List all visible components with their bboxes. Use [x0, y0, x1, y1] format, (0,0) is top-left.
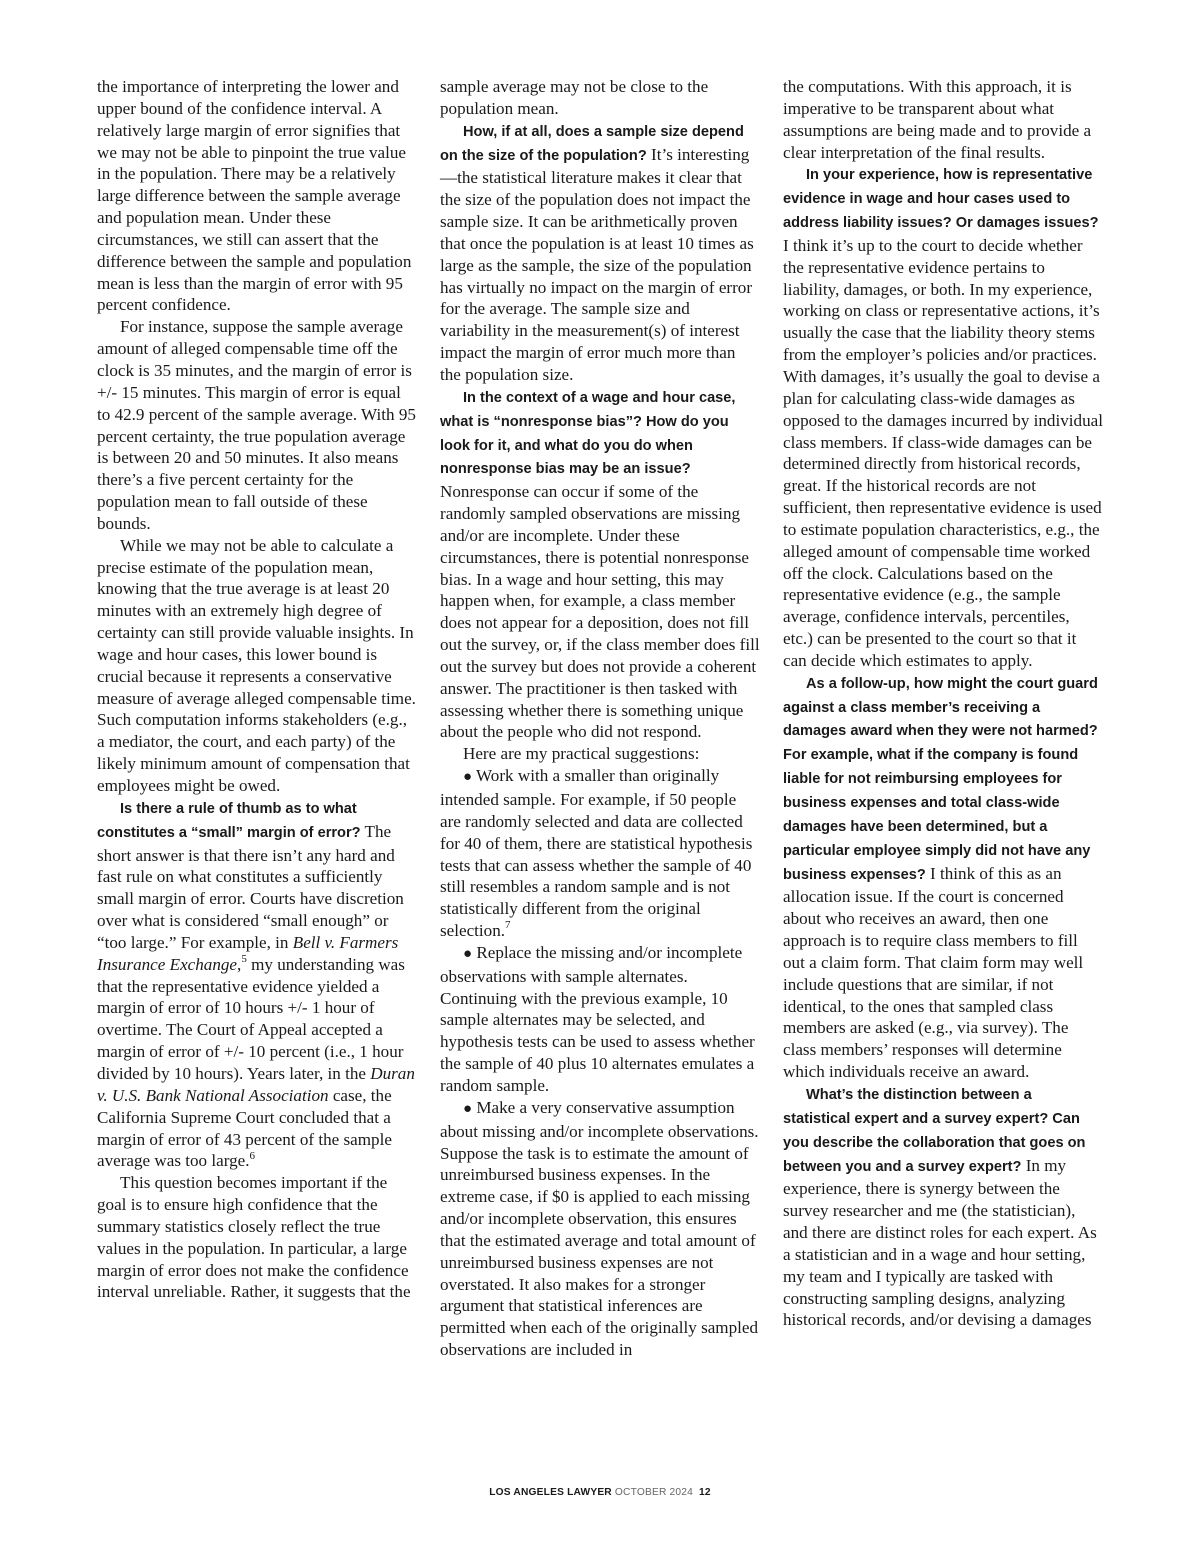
column-middle — [440, 76, 760, 1361]
paragraph: This question becomes important if the goal is to ensure high confidence that the summary statistics closely reflect the true values in the population. In particular, a large margin of error does not make the confidence interval unreliable. Rather, it suggests that the — [97, 1173, 411, 1302]
qa-paragraph — [440, 120, 760, 386]
answer-text: my understanding was that the representative evidence yielded a margin of error of 10 hours +/- 1 hour of overtime. The Court of Appeal accepted a margin of error of +/- 10 percent (i.e., 1 hour divided by 10 hours). Years later, in the — [97, 954, 405, 1083]
answer-text: It’s interesting—the statistical literature makes it clear that the size of the population does not impact the sample size. It can be arithmetically proven that once the population is at least 10 times as large as the sample, the size of the population has virtually no impact on the margin of error for the average. The sample size and variability in the measurement(s) of interest impact the margin of error much more than the population size. — [440, 144, 754, 384]
paragraph: the importance of interpreting the lower and upper bound of the confidence interval. A relatively large margin of error signifies that we may not be able to pinpoint the true value in the population. There may be a relatively large difference between the sample average and population mean. Under these circumstances, we still can assert that the difference between the sample and population mean is less than the margin of error with 95 percent confidence. — [97, 77, 412, 315]
paragraph: Here are my practical suggestions: — [463, 744, 700, 764]
footnote-ref: 6 — [249, 1149, 256, 1162]
column-right — [783, 76, 1103, 1331]
column-left — [97, 76, 417, 1303]
case-citation: Duran v. U.S. Bank National Association — [97, 1063, 415, 1105]
question-heading: Is there a rule of thumb as to what constitutes a “small” margin of error? — [97, 800, 361, 841]
page-number: 12 — [699, 1487, 711, 1498]
answer-text: I think of this as an allocation issue. If the court is concerned about who receives an award, then one approach is to require class members to fill out a claim form. That claim form may well include questions that are similar, if not identical, to the ones that sampled class members are asked (e.g., via survey). The class members’ responses will determine which individuals receive an award. — [783, 863, 1084, 1082]
qa-paragraph — [783, 672, 1103, 1083]
case-citation: Bell v. Farmers Insurance Exchange — [97, 932, 399, 974]
answer-text: The short answer is that there isn’t any hard and fast rule on what constitutes a sufficiently small margin of error. Courts have discretion over what is considered “small enough” or “too large.” For example, in — [97, 821, 404, 952]
footnote-ref: 5 — [241, 953, 247, 966]
answer-text: In my experience, there is synergy between the survey researcher and me (the statistician), and there are distinct roles for each expert. As a statistician and in a wage and hour setting, my team and I typically are tasked with constructing sampling designs, analyzing historical records, and/or devising a damages — [783, 1155, 1097, 1330]
bullet-item — [440, 1097, 760, 1361]
qa-paragraph: Is there a rule of thumb as to what constitutes a “small” margin of error? The short answer is that there isn’t any hard and fast rule on what constitutes a sufficiently small margin of error. Courts have discretion over what is considered “small enough” or “too large.” For example, in Bell v. Farmers Insurance Exchange,$^5$ my understanding was that the representative evidence yielded a margin of error of 10 hours +/- 1 hour of overtime. The Court of Appeal accepted a margin of error of +/- 10 percent (i.e., 1 hour divided by 10 hours). Years later, in the Duran v. U.S. Bank National Association case, the California Supreme Court concluded that a margin of error of 43 percent of the sample average was too large.$^6$ — [97, 800, 415, 1171]
issue-date: OCTOBER 2024 — [614, 1487, 693, 1498]
page-footer — [0, 1487, 1200, 1498]
paragraph: While we may not be able to calculate a precise estimate of the population mean, knowing that the true average is at least 20 minutes with an extremely high degree of certainty can still provide valuable insights. In wage and hour cases, this lower bound is crucial because it represents a conservative measure of average alleged compensable time. Such computation informs stakeholders (e.g., a mediator, the court, and each party) of the likely minimum amount of compensation that employees might be owed. — [97, 535, 416, 795]
paragraph: sample average may not be close to the population mean. — [440, 77, 709, 118]
qa-paragraph — [783, 1083, 1103, 1331]
bullet-icon: ● — [463, 945, 473, 962]
bullet-icon: ● — [463, 769, 473, 786]
question-heading: What’s the distinction between a statistical expert and a survey expert? Can you describe the collaboration that goes on between you and a survey expert? — [783, 1086, 1086, 1175]
footnote-ref: 7 — [505, 919, 511, 932]
question-heading: How, if at all, does a sample size depend on the size of the population? — [440, 123, 744, 164]
paragraph: the computations. With this approach, it is imperative to be transparent about what assumptions are being made and to provide a clear interpretation of the final results. — [783, 77, 1092, 162]
qa-paragraph — [440, 386, 760, 744]
qa-paragraph — [783, 163, 1103, 671]
bullet-text: Replace the missing and/or incomplete observations with sample alternates. Continuing with the previous example, 10 sample alternates may be selected, and hypothesis tests can be used to assess whether the sample of 40 plus 10 alternates emulates a random sample. — [440, 942, 755, 1095]
bullet-item — [440, 942, 760, 1097]
answer-text: Nonresponse can occur if some of the randomly sampled observations are missing and/or are incomplete. Under these circumstances, there is potential nonresponse bias. In a wage and hour setting, this may happen when, for example, a class member does not appear for a deposition, does not fill out the survey, or, if the class member does fill out the survey but does not provide a coherent answer. The practitioner is then tasked with assessing whether there is something unique about the people who did not respond. — [440, 482, 760, 742]
answer-text: case, the California Supreme Court concluded that a margin of error of 43 percent of the sample average was too large. — [97, 1085, 392, 1171]
question-heading: In the context of a wage and hour case, what is “nonresponse bias”? How do you look for it, and what do you do when nonresponse bias may be an issue? — [440, 389, 736, 478]
bullet-text: Work with a smaller than originally intended sample. For example, if 50 people are randomly selected and data are collected for 40 of them, there are statistical hypothesis tests that can assess whether the sample of 40 still resembles a random sample and is not statistically different from the original selection. — [440, 766, 753, 941]
question-heading: As a follow-up, how might the court guard against a class member’s receiving a damages award when they were not harmed? For example, what if the company is found liable for not reimbursing employees for business expenses and total class-wide damages have been determined, but a particular employee simply did not have any business expenses? — [783, 675, 1098, 883]
bullet-icon: ● — [463, 1100, 473, 1117]
answer-text: I think it’s up to the court to decide whether the representative evidence pertains to liability, damages, or both. In my experience, working on class or representative actions, it’s usually the case that the liability theory stems from the employer’s policies and/or practices. With damages, it’s usually the goal to devise a plan for calculating class-wide damages as opposed to the damages incurred by individual class members. If class-wide damages can be determined directly from historical records, great. If the historical records are not sufficient, then representative evidence is used to estimate population characteristics, e.g., the alleged amount of compensable time worked off the clock. Calculations based on the representative evidence (e.g., the sample average, confidence intervals, percentiles, etc.) can be presented to the court so that it can decide which estimates to apply. — [783, 235, 1103, 670]
publication-name: LOS ANGELES LAWYER — [489, 1487, 612, 1498]
bullet-item — [440, 765, 760, 942]
paragraph: For instance, suppose the sample average amount of alleged compensable time off the clock is 35 minutes, and the margin of error is +/- 15 minutes. This margin of error is equal to 42.9 percent of the sample average. With 95 percent certainty, the true population average is between 20 and 50 minutes. It also means there’s a five percent certainty for the population mean to fall outside of these bounds. — [97, 317, 416, 533]
bullet-text: Make a very conservative assumption about missing and/or incomplete observations. Suppose the task is to estimate the amount of unreimbursed business expenses. In the extreme case, if $0 is applied to each missing and/or incomplete observation, this ensures that the estimated average and total amount of unreimbursed business expenses are not overstated. It also makes for a stronger argument that statistical inferences are permitted when each of the originally sampled observations are included in — [440, 1097, 759, 1360]
question-heading: In your experience, how is representative evidence in wage and hour cases used to address liability issues? Or damages issues? — [783, 167, 1099, 232]
